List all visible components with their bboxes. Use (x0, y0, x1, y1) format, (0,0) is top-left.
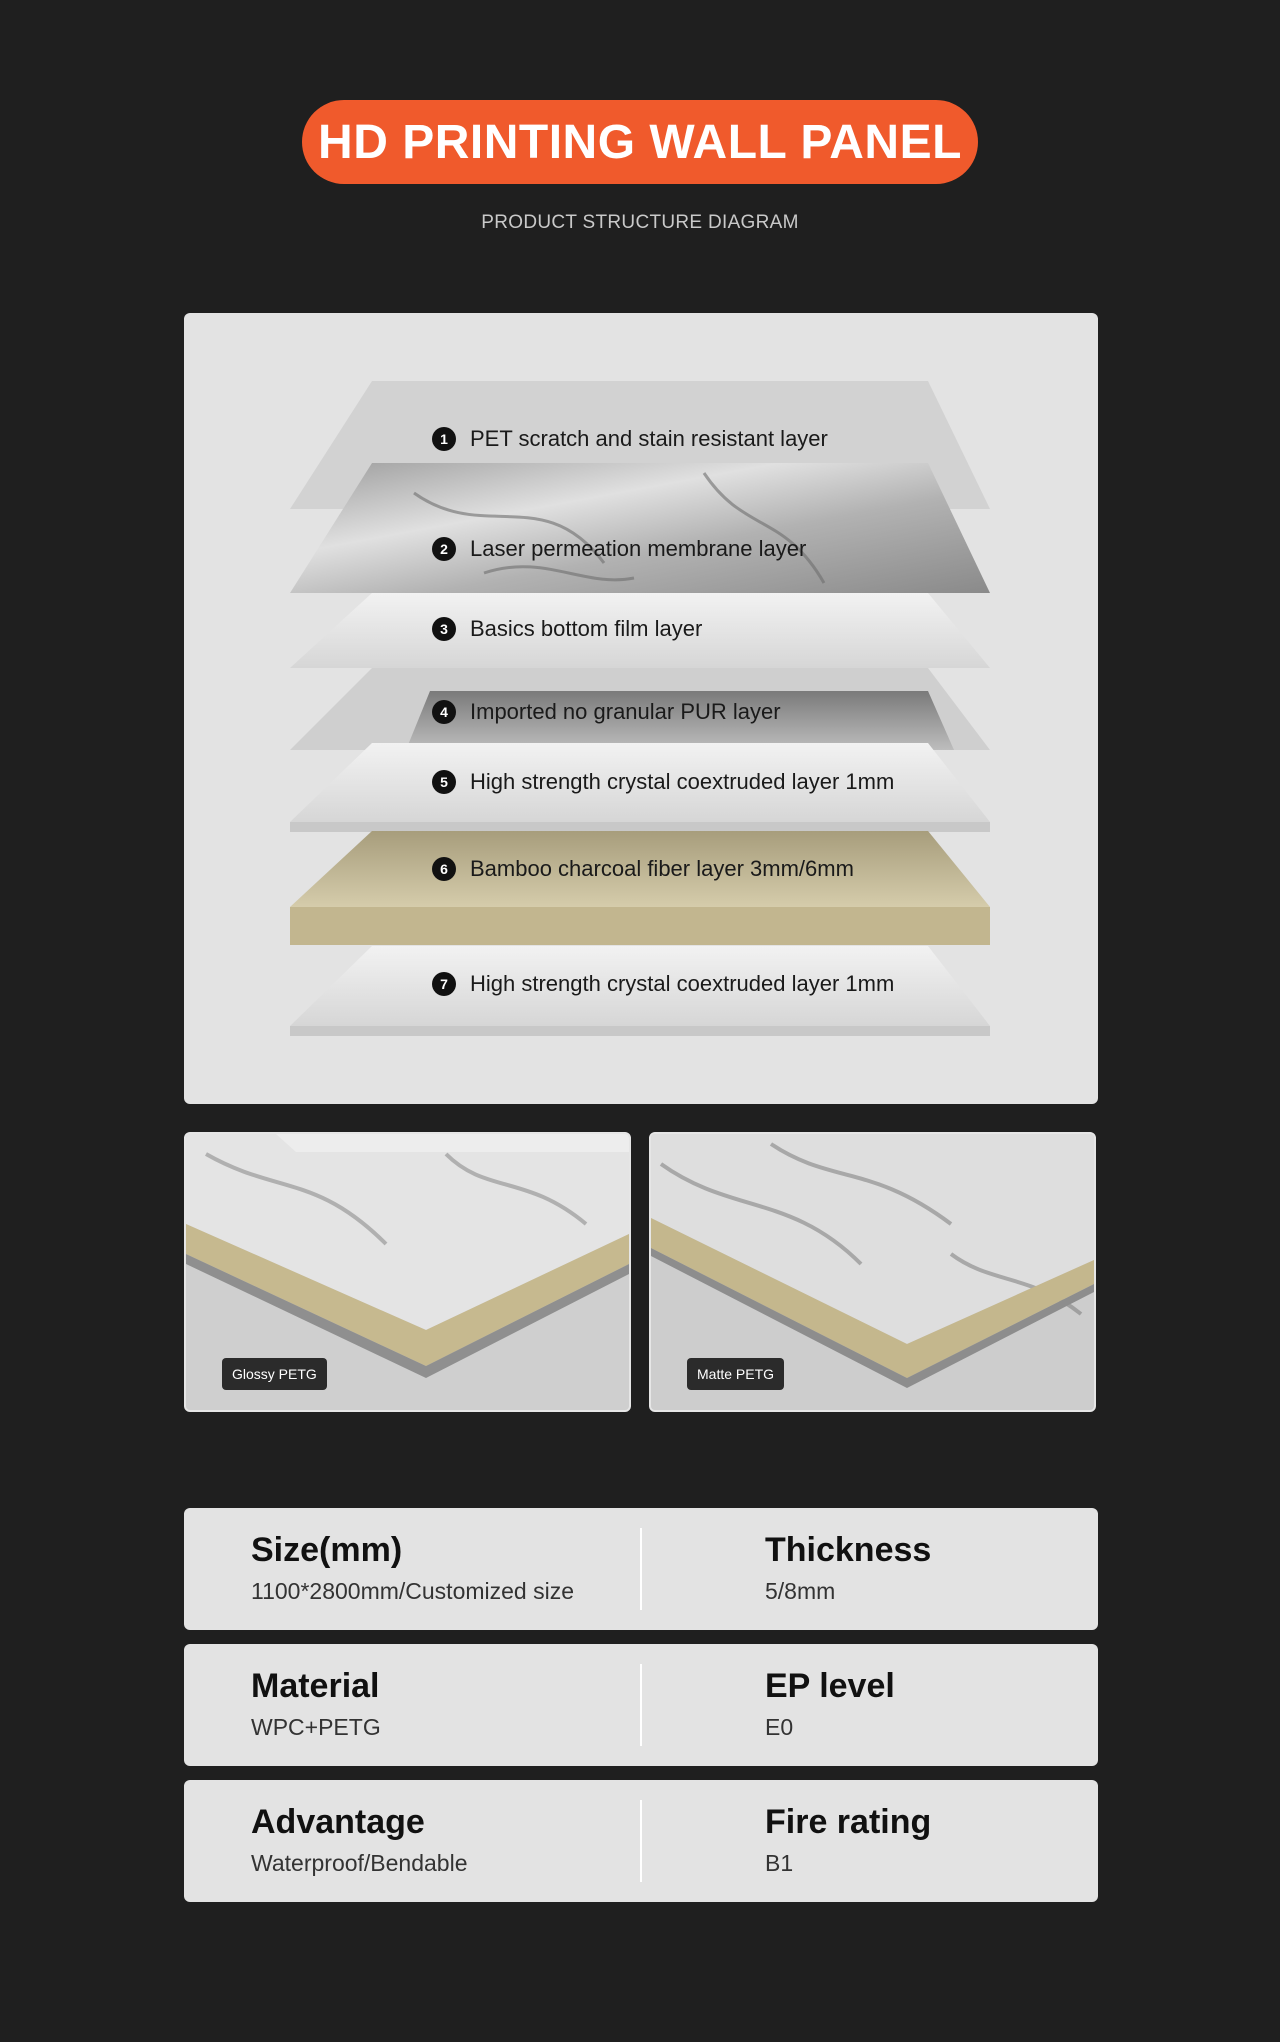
glossy-petg-photo (184, 1132, 631, 1412)
number-1-icon: 1 (432, 427, 456, 451)
layer-text: Imported no granular PUR layer (470, 699, 781, 724)
spec-divider (640, 1664, 642, 1746)
number-5-icon: 5 (432, 770, 456, 794)
matte-petg-photo (649, 1132, 1096, 1412)
layer-2-shape (290, 463, 990, 593)
spec-row-size-thickness (184, 1508, 1098, 1630)
layer-label-7 (432, 969, 894, 999)
layer-text: High strength crystal coextruded layer 1mm (470, 769, 895, 794)
spec-fire-rating (765, 1802, 931, 1877)
spec-key: Fire rating (765, 1803, 932, 1841)
number-6-icon: 6 (432, 857, 456, 881)
layer-label-3 (432, 614, 702, 644)
spec-key: EP level (765, 1667, 895, 1705)
spec-thickness (765, 1530, 931, 1605)
spec-divider (640, 1800, 642, 1882)
spec-key: Advantage (251, 1803, 425, 1841)
spec-value: B1 (765, 1850, 794, 1876)
spec-row-advantage-fire (184, 1780, 1098, 1902)
layer-label-1 (432, 424, 828, 454)
spec-value: 1100*2800mm/Customized size (251, 1578, 575, 1604)
layer-label-5 (432, 767, 894, 797)
layer-label-6 (432, 854, 854, 884)
spec-value: WPC+PETG (251, 1714, 381, 1740)
layer-text: Basics bottom film layer (470, 616, 703, 641)
layer-label-4 (432, 697, 781, 727)
spec-advantage (251, 1802, 468, 1877)
layer-label-2 (432, 534, 806, 564)
spec-key: Thickness (765, 1531, 932, 1569)
number-4-icon: 4 (432, 700, 456, 724)
number-2-icon: 2 (432, 537, 456, 561)
spec-value: Waterproof/Bendable (251, 1850, 468, 1876)
layer-text: High strength crystal coextruded layer 1mm (470, 971, 895, 996)
structure-diagram (184, 313, 1098, 1104)
spec-size (251, 1530, 574, 1605)
spec-value: 5/8mm (765, 1578, 836, 1604)
page-subtitle: PRODUCT STRUCTURE DIAGRAM (481, 212, 799, 233)
spec-material (251, 1666, 381, 1741)
number-7-icon: 7 (432, 972, 456, 996)
spec-key: Material (251, 1667, 380, 1705)
spec-ep-level (765, 1666, 895, 1741)
layer-text: PET scratch and stain resistant layer (470, 426, 828, 451)
layer-text: Bamboo charcoal fiber layer 3mm/6mm (470, 856, 854, 881)
spec-value: E0 (765, 1714, 794, 1740)
spec-row-material-ep (184, 1644, 1098, 1766)
spec-divider (640, 1528, 642, 1610)
finish-tag: Matte PETG (687, 1358, 784, 1390)
page-title: HD PRINTING WALL PANEL (302, 100, 978, 184)
finish-tag: Glossy PETG (222, 1358, 327, 1390)
number-3-icon: 3 (432, 617, 456, 641)
layer-text: Laser permeation membrane layer (470, 536, 807, 561)
spec-key: Size(mm) (251, 1531, 403, 1569)
